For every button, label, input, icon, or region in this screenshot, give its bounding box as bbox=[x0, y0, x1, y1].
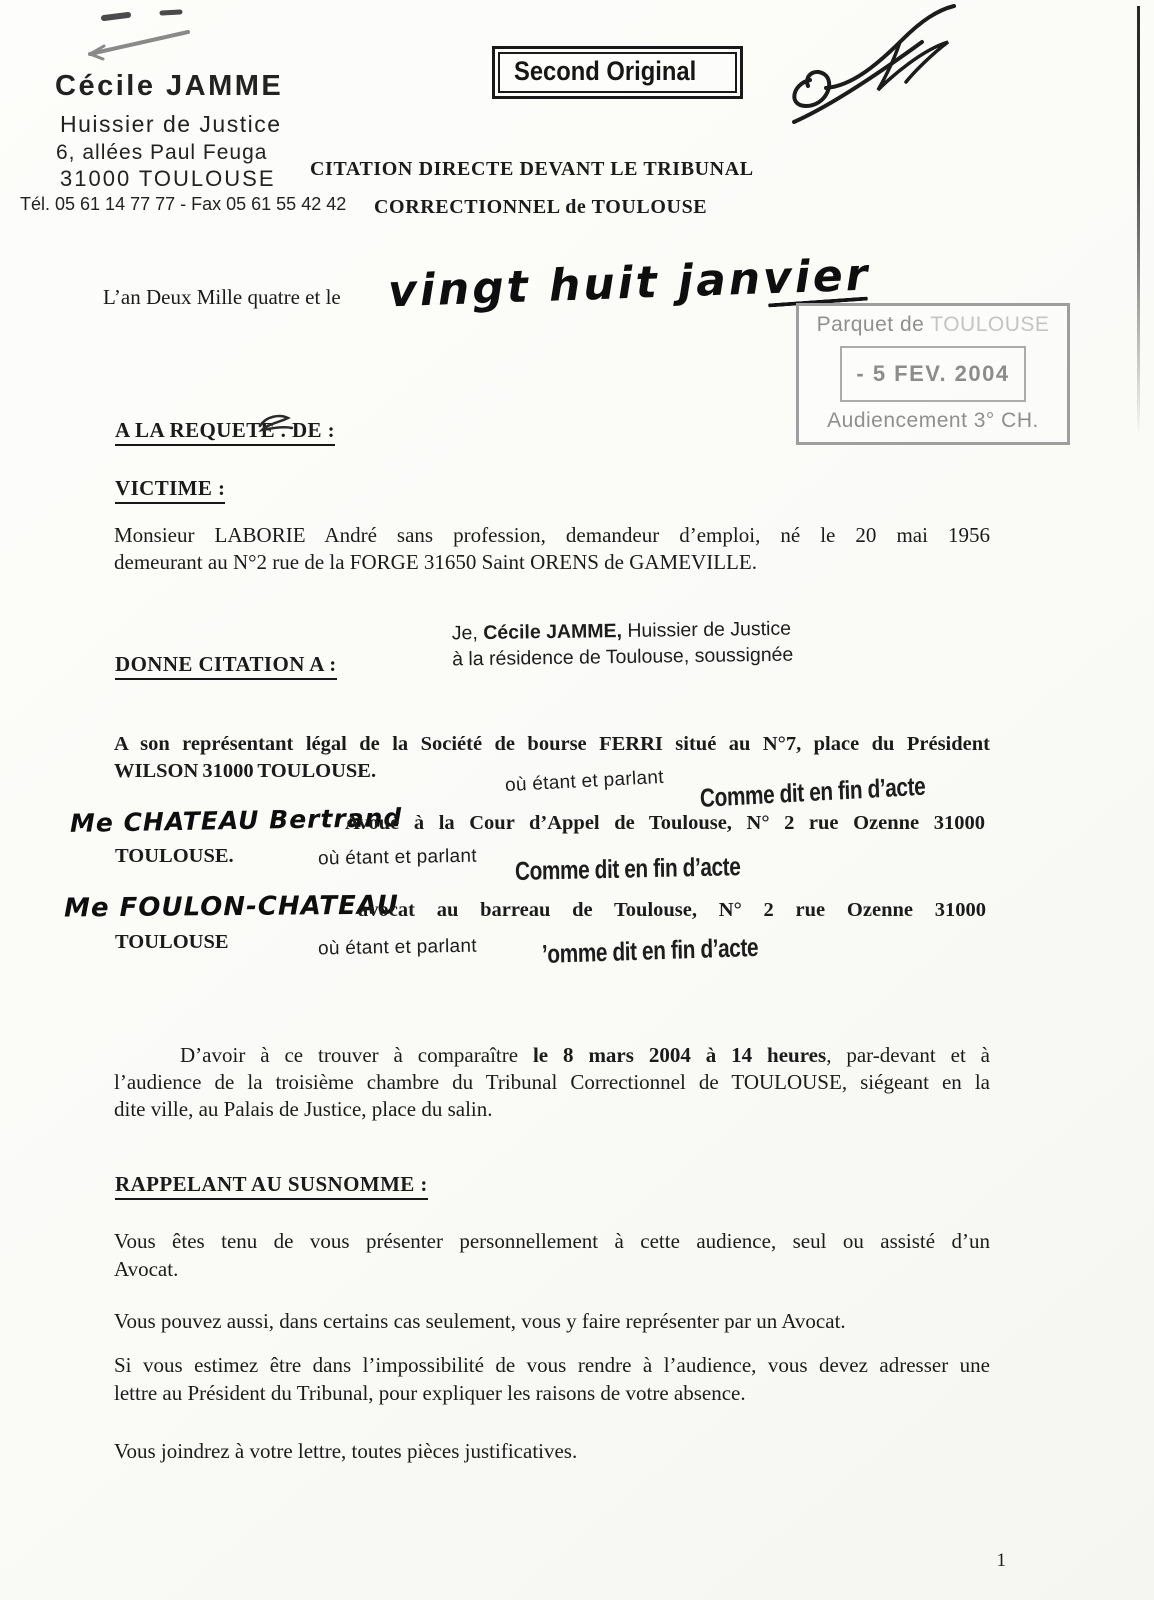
donne-citation-heading: DONNE CITATION A : bbox=[115, 652, 337, 680]
comparution-line1 bbox=[114, 1042, 990, 1069]
ou-etant-stamp-2: où étant et parlant bbox=[317, 845, 478, 870]
parquet-date: - 5 FEV. 2004 bbox=[856, 361, 1010, 386]
victime-line2: demeurant au N°2 rue de la FORGE 31650 Saint ORENS de GAMEVILLE. bbox=[114, 550, 757, 574]
document-title-line1: CITATION DIRECTE DEVANT LE TRIBUNAL bbox=[310, 158, 754, 180]
document-title-line2: CORRECTIONNEL de TOULOUSE bbox=[374, 196, 708, 218]
intro-line: L’an Deux Mille quatre et le bbox=[103, 285, 341, 309]
second-original-stamp bbox=[492, 46, 743, 99]
ferri-paragraph-line1: A son représentant légal de la Société de bourse FERRI situé au N°7, place du Président bbox=[114, 733, 990, 755]
comparution-line1-post: , par-devant et à bbox=[826, 1043, 991, 1067]
handwritten-date: vingt huit janvier bbox=[387, 249, 872, 318]
comparution-date-bold: le 8 mars 2004 à 14 heures bbox=[532, 1043, 827, 1067]
victime-heading: VICTIME : bbox=[115, 476, 225, 504]
foulon-line1: avocat au barreau de Toulouse, N° 2 rue Ozenne 31000 bbox=[358, 899, 986, 921]
comparution-line1-pre: D’avoir à ce trouver à comparaître bbox=[180, 1043, 533, 1067]
letterhead-address-line1: 6, allées Paul Feuga bbox=[56, 141, 268, 164]
huissier-stamp-line2: à la résidence de Toulouse, soussignée bbox=[452, 643, 794, 671]
copy-scrawl-icon bbox=[782, 2, 982, 124]
pencil-marks-icon bbox=[66, 6, 216, 70]
parquet-prefix: Parquet de bbox=[816, 313, 931, 336]
comme-dit-stamp-3: ’omme dit en fin d’acte bbox=[541, 931, 759, 969]
rappel-p1-line1: Vous êtes tenu de vous présenter personnellement à cette audience, seul ou assisté d’un bbox=[114, 1229, 990, 1253]
parquet-stamp bbox=[796, 303, 1070, 445]
chateau-handwritten-name: Me CHATEAU Bertrand bbox=[69, 803, 403, 838]
letterhead-role: Huissier de Justice bbox=[60, 111, 282, 137]
letterhead-address-line2: 31000 TOULOUSE bbox=[60, 166, 276, 191]
requete-heading: A LA REQUETE . DE : bbox=[115, 418, 335, 446]
comme-dit-stamp-1: Comme dit en fin d’acte bbox=[699, 770, 926, 813]
ferri-paragraph-line2: WILSON 31000 TOULOUSE. bbox=[114, 760, 377, 782]
chateau-line1: Avoué à la Cour d’Appel de Toulouse, N° 2 rue Ozenne 31000 bbox=[345, 812, 985, 834]
letterhead-name: Cécile JAMME bbox=[55, 70, 284, 102]
huissier-stamp bbox=[452, 616, 794, 673]
rappel-p1-line2: Avocat. bbox=[114, 1257, 179, 1281]
second-original-label: Second Original bbox=[514, 56, 697, 86]
parquet-footer: Audiencement 3° CH. bbox=[827, 409, 1039, 432]
rappelant-heading: RAPPELANT AU SUSNOMME : bbox=[115, 1172, 428, 1200]
parquet-city: TOULOUSE bbox=[930, 313, 1050, 336]
rappel-p2: Vous pouvez aussi, dans certains cas seulement, vous y faire représenter par un Avocat. bbox=[114, 1309, 846, 1333]
page-number: 1 bbox=[996, 1550, 1006, 1571]
huissier-stamp-name: Cécile JAMME, bbox=[483, 620, 623, 644]
scan-edge-line bbox=[1137, 6, 1140, 436]
rappel-p4: Vous joindrez à votre lettre, toutes pièces justificatives. bbox=[114, 1439, 578, 1463]
comparution-line2: l’audience de la troisième chambre du Tribunal Correctionnel de TOULOUSE, siégeant en la bbox=[114, 1070, 990, 1094]
correction-scribble-icon bbox=[256, 408, 296, 438]
rappel-p3-line1: Si vous estimez être dans l’impossibilité de vous rendre à l’audience, vous devez adresser une bbox=[114, 1353, 990, 1377]
comme-dit-stamp-2: Comme dit en fin d’acte bbox=[514, 851, 741, 886]
rappel-p3-line2: lettre au Président du Tribunal, pour expliquer les raisons de votre absence. bbox=[114, 1381, 746, 1405]
ou-etant-stamp-1: où étant et parlant bbox=[504, 766, 665, 797]
victime-line1: Monsieur LABORIE André sans profession, demandeur d’emploi, né le 20 mai 1956 bbox=[114, 523, 990, 547]
parquet-date-box bbox=[840, 346, 1026, 402]
huissier-stamp-line1-post: Huissier de Justice bbox=[621, 617, 792, 643]
huissier-stamp-line1-pre: Je, bbox=[451, 621, 484, 645]
chateau-line2: TOULOUSE. bbox=[115, 845, 234, 867]
letterhead-phone-fax: Tél. 05 61 14 77 77 - Fax 05 61 55 42 42 bbox=[20, 194, 347, 214]
comparution-line3: dite ville, au Palais de Justice, place du salin. bbox=[114, 1097, 493, 1121]
foulon-handwritten-name: Me FOULON-CHATEAU bbox=[63, 890, 399, 924]
parquet-stamp-line1 bbox=[799, 306, 1067, 337]
foulon-line2: TOULOUSE bbox=[115, 931, 229, 953]
ou-etant-stamp-3: où étant et parlant bbox=[317, 935, 478, 960]
